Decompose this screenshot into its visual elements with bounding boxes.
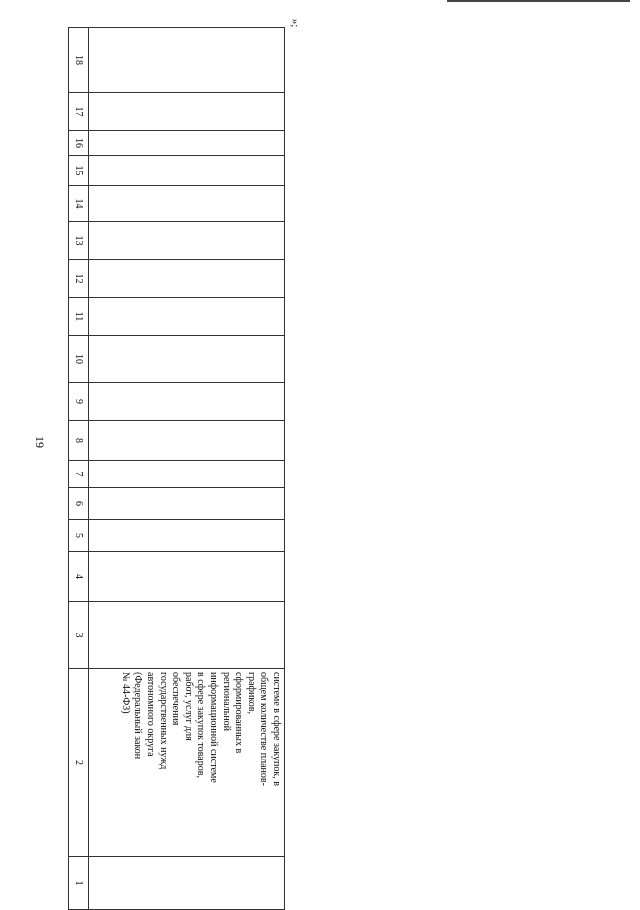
cell-col-12 xyxy=(89,260,285,298)
description-line: обеспечения xyxy=(170,672,182,726)
cell-col-2-description xyxy=(89,669,285,857)
description-line: графиков, xyxy=(245,672,257,714)
description-line: работ, услуг для xyxy=(182,672,194,741)
column-header-13: 13 xyxy=(69,222,89,260)
cell-col-8 xyxy=(89,421,285,461)
column-header-9: 9 xyxy=(69,383,89,421)
description-line: информационной системе xyxy=(208,672,220,783)
page-number: 19 xyxy=(33,436,47,448)
column-header-5: 5 xyxy=(69,520,89,552)
column-header-11: 11 xyxy=(69,298,89,336)
cell-col-10 xyxy=(89,336,285,383)
data-table xyxy=(68,27,285,910)
description-line: (Федеральный закон xyxy=(132,672,144,760)
description-line: системе в сфере закупок, в xyxy=(271,672,282,786)
top-rule xyxy=(447,0,630,2)
description-line: сформированных в xyxy=(233,672,245,754)
column-header-15: 15 xyxy=(69,156,89,186)
cell-col-11 xyxy=(89,298,285,336)
column-header-16: 16 xyxy=(69,131,89,156)
closing-quote-mark: »; xyxy=(289,18,301,28)
column-header-6: 6 xyxy=(69,488,89,520)
column-header-17: 17 xyxy=(69,93,89,131)
description-line: в сфере закупок товаров, xyxy=(195,672,207,778)
indicator-description xyxy=(116,669,284,856)
cell-col-13 xyxy=(89,222,285,260)
column-header-8: 8 xyxy=(69,421,89,461)
description-line: № 44-ФЗ) xyxy=(119,672,131,714)
description-line: государственных нужд xyxy=(157,672,169,770)
cell-col-14 xyxy=(89,186,285,222)
cell-col-18 xyxy=(89,28,285,93)
column-header-14: 14 xyxy=(69,186,89,222)
cell-col-5 xyxy=(89,520,285,552)
column-header-10: 10 xyxy=(69,336,89,383)
column-header-18: 18 xyxy=(69,28,89,93)
column-header-12: 12 xyxy=(69,260,89,298)
column-header-7: 7 xyxy=(69,461,89,488)
cell-col-17 xyxy=(89,93,285,131)
column-number-row xyxy=(69,28,89,910)
cell-col-9 xyxy=(89,383,285,421)
column-header-1: 1 xyxy=(69,857,89,910)
description-line: региональной xyxy=(220,672,232,732)
cell-col-7 xyxy=(89,461,285,488)
cell-col-15 xyxy=(89,156,285,186)
cell-col-1 xyxy=(89,857,285,910)
cell-col-3 xyxy=(89,602,285,669)
cell-col-16 xyxy=(89,131,285,156)
description-line: автономного округа xyxy=(145,672,157,757)
column-header-3: 3 xyxy=(69,602,89,669)
description-line: общем количестве планов- xyxy=(258,672,270,786)
table-row xyxy=(89,28,285,910)
cell-col-6 xyxy=(89,488,285,520)
column-header-2: 2 xyxy=(69,669,89,857)
cell-col-4 xyxy=(89,552,285,602)
column-header-4: 4 xyxy=(69,552,89,602)
rotated-table-wrapper xyxy=(69,27,285,886)
